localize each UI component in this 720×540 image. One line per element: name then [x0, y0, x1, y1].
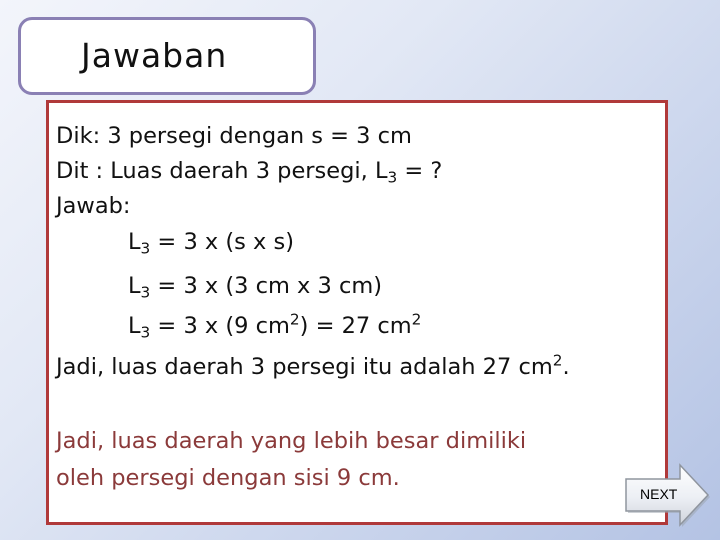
final-conclusion-line-1: Jadi, luas daerah yang lebih besar dimiliki [56, 428, 527, 454]
answer-label: Jawab: [56, 193, 131, 219]
step-line-2: $L_3 = 3$ x (3 cm x 3 cm) [128, 273, 383, 302]
step-line-3: $L_3 = 3$ x (9 $cm^2) = 27$ $cm^2$ [128, 310, 422, 342]
next-button[interactable] [622, 462, 710, 528]
page-title: Jawaban [81, 36, 228, 75]
given-line: Dik: 3 persegi dengan s = 3 cm [56, 123, 412, 149]
asked-line: Dit : Luas daerah 3 persegi, $L_3$ = ? [56, 158, 443, 187]
title-box [18, 17, 316, 95]
conclusion-line-1: Jadi, luas daerah 3 persegi itu adalah 27 $cm^2$. [56, 351, 570, 380]
answer-panel [46, 100, 668, 525]
final-conclusion-line-2: oleh persegi dengan sisi 9 cm. [56, 465, 400, 491]
next-button-label: NEXT [640, 486, 678, 502]
step-line-1: $L_3 = 3$ x (s x s) [128, 229, 294, 258]
